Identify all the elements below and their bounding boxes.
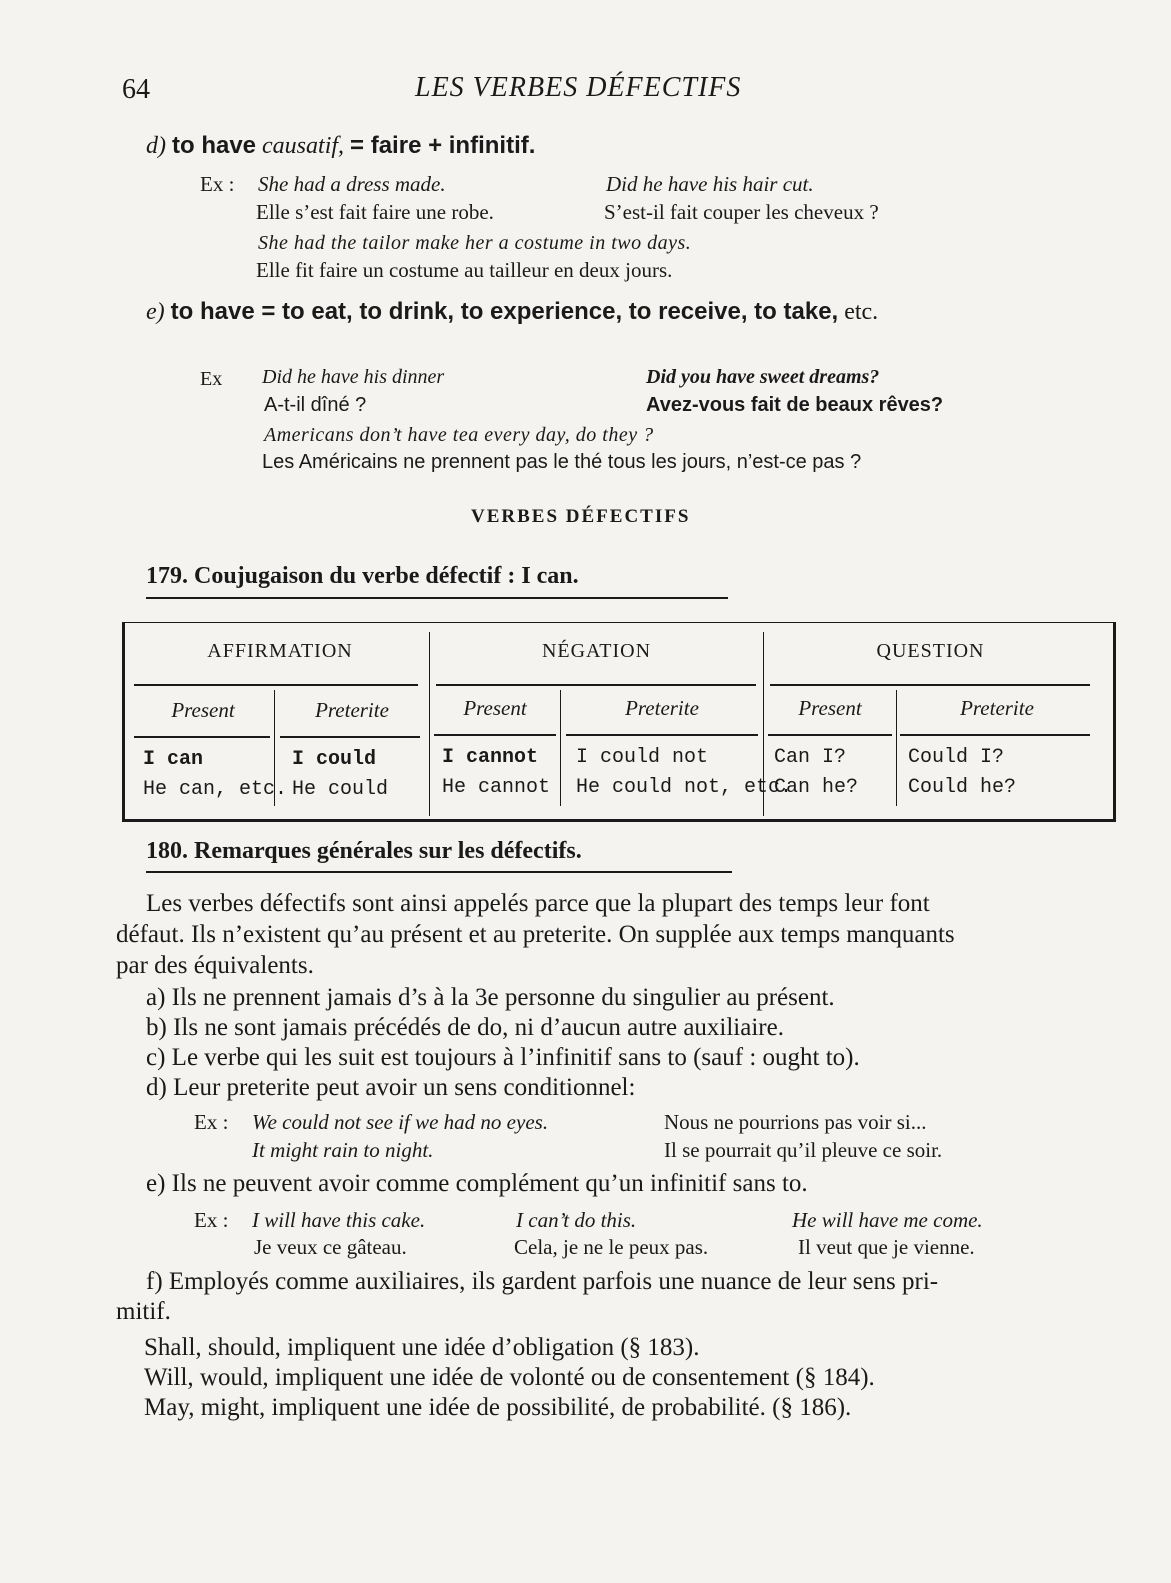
paragraph-line: défaut. Ils n’existent qu’au présent et au preterite. On supplée aux temps manquants bbox=[116, 921, 955, 948]
table-group-question: QUESTION bbox=[876, 640, 985, 662]
table-subhead-rule-1 bbox=[134, 736, 270, 738]
table-cell: Could I? bbox=[908, 746, 1005, 769]
section-d-ex3-en: She had the tailor make her a costume in two days. bbox=[258, 232, 692, 254]
section-title: VERBES DÉFECTIFS bbox=[471, 506, 691, 527]
table-cell: I could bbox=[292, 748, 377, 771]
rule-e-ex2-fr: Cela, je ne le peux pas. bbox=[514, 1235, 709, 1259]
table-brace-negation bbox=[436, 684, 756, 686]
section-d-ex1-en: She had a dress made. bbox=[258, 172, 446, 196]
section-e-ex3-en: Americans don’t have tea every day, do they ? bbox=[264, 424, 654, 446]
table-brace-affirmation bbox=[134, 684, 418, 686]
section-d-ex-label: Ex : bbox=[200, 172, 235, 196]
rule-e-ex3-en: He will have me come. bbox=[792, 1208, 983, 1232]
table-subhead-rule-3 bbox=[434, 734, 556, 736]
table-subhead-q-preterite: Preterite bbox=[960, 696, 1034, 720]
section-e-ex1-en: Did he have his dinner bbox=[262, 366, 445, 388]
table-cell: Could he? bbox=[908, 776, 1017, 799]
section-d-ex2-en: Did he have his hair cut. bbox=[606, 172, 814, 196]
rule-item-b: b) Ils ne sont jamais précédés de do, ni d’aucun autre auxiliaire. bbox=[146, 1014, 784, 1041]
rule-item-a: a) Ils ne prennent jamais d’s à la 3e personne du singulier au présent. bbox=[146, 984, 835, 1011]
table-divider-sub-2 bbox=[560, 690, 561, 806]
table-subhead-aff-preterite: Preterite bbox=[315, 698, 389, 722]
section-d-ex2-fr: S’est-il fait couper les cheveux ? bbox=[604, 200, 879, 224]
rule-d-ex1-fr: Nous ne pourrions pas voir si... bbox=[664, 1110, 927, 1134]
paragraph-line: Les verbes défectifs sont ainsi appelés parce que la plupart des temps leur font bbox=[146, 890, 930, 917]
table-subhead-rule-4 bbox=[566, 734, 758, 736]
section-d-ex3-fr: Elle fit faire un costume au tailleur en deux jours. bbox=[256, 258, 673, 282]
section-e-ex1-fr: A-t-il dîné ? bbox=[264, 394, 367, 416]
table-cell: He can, etc. bbox=[143, 778, 288, 801]
rule-item-c: c) Le verbe qui les suit est toujours à l’infinitif sans to (sauf : ought to). bbox=[146, 1044, 860, 1071]
table-subhead-rule-6 bbox=[900, 734, 1090, 736]
section-e-title: e) to have = to eat, to drink, to experience, to receive, to take, etc. bbox=[146, 298, 879, 325]
table-cell: Can he? bbox=[774, 776, 859, 799]
table-subhead-aff-present: Present bbox=[171, 698, 235, 722]
heading-179-underline bbox=[146, 597, 728, 599]
page-number: 64 bbox=[122, 74, 150, 105]
table-subhead-q-present: Present bbox=[798, 696, 862, 720]
section-d-title: d) to have causatif, = faire + infinitif. bbox=[146, 132, 536, 159]
rule-e-ex1-en: I will have this cake. bbox=[252, 1208, 426, 1232]
rule-e-ex3-fr: Il veut que je vienne. bbox=[798, 1235, 975, 1259]
paragraph-line: par des équivalents. bbox=[116, 952, 314, 979]
running-title: LES VERBES DÉFECTIFS bbox=[415, 72, 742, 103]
modal-may: May, might, impliquent une idée de possibilité, de probabilité. (§ 186). bbox=[144, 1394, 852, 1421]
rule-e-ex2-en: I can’t do this. bbox=[516, 1208, 637, 1232]
table-brace-question bbox=[770, 684, 1090, 686]
rule-e-ex1-fr: Je veux ce gâteau. bbox=[254, 1235, 407, 1259]
modal-will: Will, would, impliquent une idée de volonté ou de consentement (§ 184). bbox=[144, 1364, 875, 1391]
section-e-ex2-fr: Avez-vous fait de beaux rêves? bbox=[646, 394, 944, 416]
table-cell: He cannot bbox=[442, 776, 551, 799]
table-cell: He could bbox=[292, 778, 389, 801]
table-group-affirmation: AFFIRMATION bbox=[207, 640, 353, 662]
heading-180-underline bbox=[146, 871, 732, 873]
modal-shall: Shall, should, impliquent une idée d’obligation (§ 183). bbox=[144, 1334, 700, 1361]
table-cell: I can bbox=[143, 748, 204, 771]
rule-item-f-cont: mitif. bbox=[116, 1298, 171, 1325]
rule-e-ex-label: Ex : bbox=[194, 1208, 229, 1232]
rule-d-ex2-fr: Il se pourrait qu’il pleuve ce soir. bbox=[664, 1138, 943, 1162]
rule-d-ex2-en: It might rain to night. bbox=[252, 1138, 434, 1162]
section-e-ex-label: Ex bbox=[200, 368, 223, 390]
rule-d-ex1-en: We could not see if we had no eyes. bbox=[252, 1110, 549, 1134]
table-subhead-neg-present: Present bbox=[463, 696, 527, 720]
rule-item-d: d) Leur preterite peut avoir un sens conditionnel: bbox=[146, 1074, 636, 1101]
table-subhead-rule-2 bbox=[280, 736, 420, 738]
table-divider-sub-3 bbox=[896, 690, 897, 806]
heading-179: 179. Coujugaison du verbe défectif : I can. bbox=[146, 563, 579, 589]
table-subhead-neg-preterite: Preterite bbox=[625, 696, 699, 720]
section-e-ex3-fr: Les Américains ne prennent pas le thé tous les jours, n’est-ce pas ? bbox=[262, 451, 862, 473]
rule-item-e: e) Ils ne peuvent avoir comme complément qu’un infinitif sans to. bbox=[146, 1170, 808, 1197]
table-cell: I could not bbox=[576, 746, 709, 769]
section-e-ex2-en: Did you have sweet dreams? bbox=[646, 366, 880, 388]
section-d-ex1-fr: Elle s’est fait faire une robe. bbox=[256, 200, 494, 224]
rule-item-f: f) Employés comme auxiliaires, ils gardent parfois une nuance de leur sens pri- bbox=[146, 1268, 939, 1295]
table-cell: He could not, etc. bbox=[576, 776, 793, 799]
table-divider-1 bbox=[429, 632, 430, 816]
rule-d-ex-label: Ex : bbox=[194, 1110, 229, 1134]
table-cell: I cannot bbox=[442, 746, 539, 769]
heading-180: 180. Remarques générales sur les défectifs. bbox=[146, 838, 582, 864]
table-subhead-rule-5 bbox=[768, 734, 892, 736]
table-cell: Can I? bbox=[774, 746, 847, 769]
table-group-negation: NÉGATION bbox=[541, 640, 652, 662]
